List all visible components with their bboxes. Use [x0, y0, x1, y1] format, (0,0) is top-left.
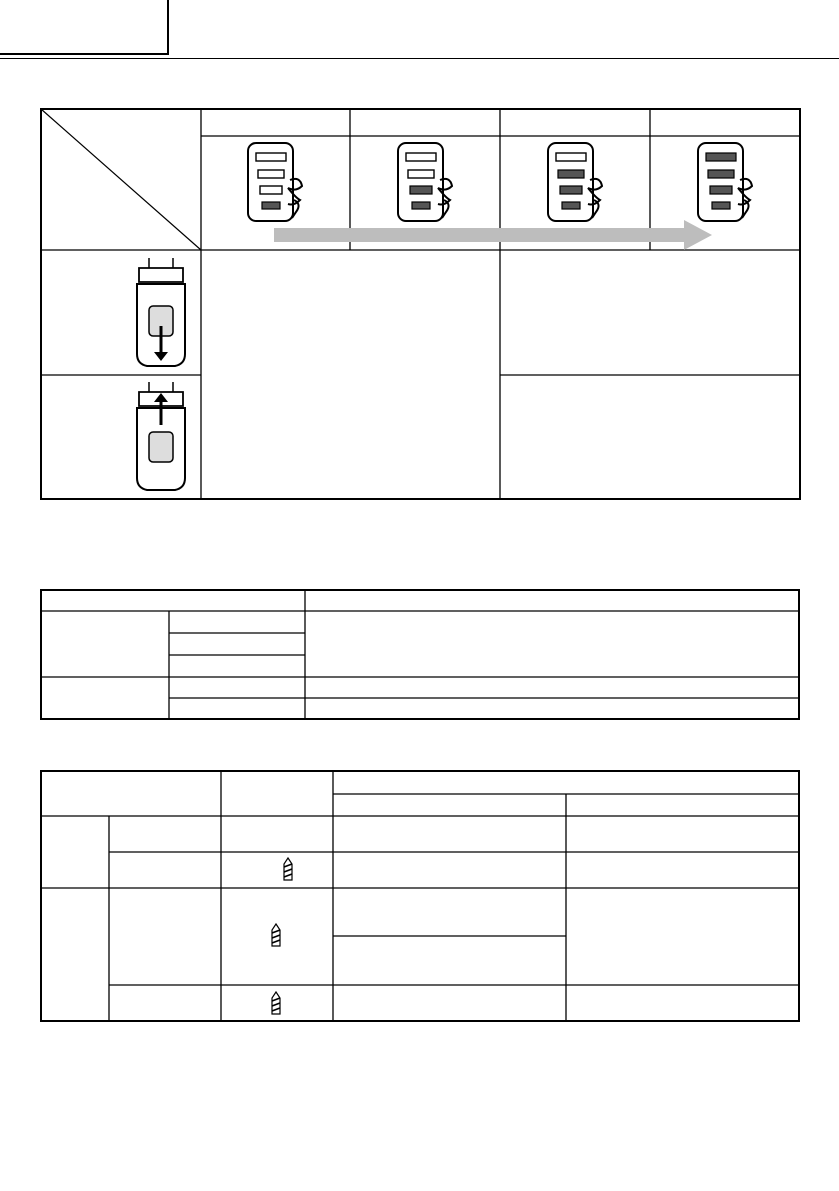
drill-bit-icon — [283, 858, 293, 882]
drill-bit-icon — [271, 992, 281, 1016]
drill-bit-icon — [271, 924, 281, 948]
